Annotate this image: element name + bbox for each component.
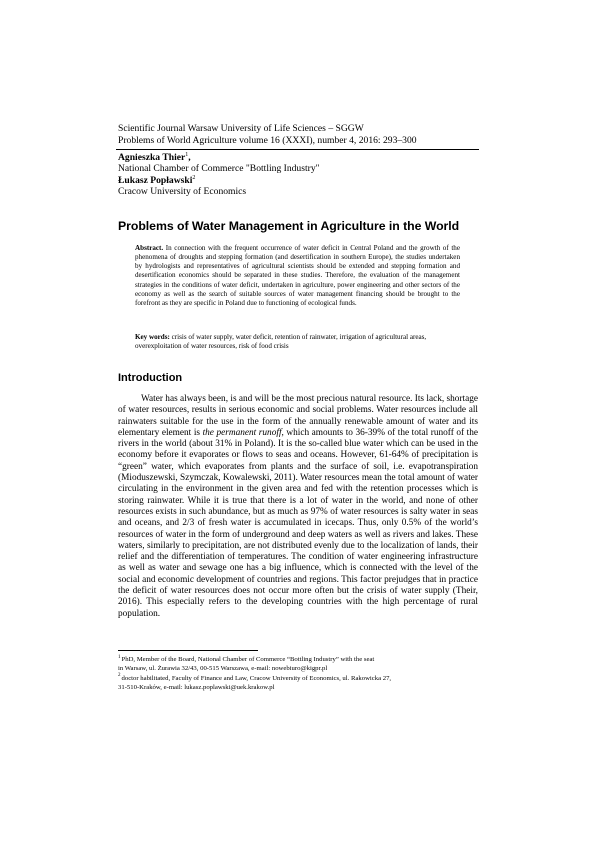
journal-issue: Problems of World Agriculture volume 16 (XXXI), number 4, 2016: 293–300 [118,134,417,146]
footnote-2-text: doctor habilitated, Faculty of Finance and Law, Cracow University of Economics, ul. Rakowicka 27, [121,674,392,682]
footnote-1-number: 1 [118,654,121,660]
abstract-label: Abstract. [135,244,164,252]
footnote-1-text-cont: in Warsaw, ul. Żurawia 32/43, 00-515 Warszawa, e-mail: nowebiuro@kigpr.pl [118,665,328,673]
author-1: Agnieszka Thier$^1$, [118,151,191,163]
footnote-divider [118,650,258,651]
footnote-1 [118,655,480,674]
author-1-footnote-ref: 1 [185,151,189,158]
footnotes [118,655,480,692]
keywords-text: crisis of water supply, water deficit, retention of rainwater, irrigation of agricultural areas, overexploitation of water resources, risk of food crisis [135,333,427,351]
author-block [118,152,478,198]
section-heading-introduction: Introduction [118,372,183,384]
author-2-affiliation: Cracow University of Economics [118,186,247,198]
author-1-name: Agnieszka Thier [118,152,186,163]
keywords [135,333,460,351]
journal-header [118,123,478,146]
intro-text-part1: Water has always been, is and will be the most precious natural resource. Its lack, shortage of water resources, results in serious economic and social problems. Water resources include all rainwaters suitable for the use in the form of the annually renewable amount of water and its elementary element is [118,394,478,438]
header-divider [116,149,479,150]
footnote-2-number: 2 [118,673,121,679]
introduction-paragraph [118,394,478,620]
author-2-name: Łukasz Popławski [118,174,193,186]
abstract [135,244,460,308]
footnote-2-text-cont: 31-510-Kraków, e-mail: lukasz.poplawski@uek.krakow.pl [118,683,275,691]
intro-emphasis: the permanent runoff [202,427,282,438]
author-2-footnote-ref: 2 [192,174,196,181]
author-2 [118,175,478,186]
footnote-2 [118,674,480,693]
footnote-1-text: PhD, Member of the Board, National Chamber of Commerce “Bottling Industry” with the seat [121,656,375,663]
journal-name: Scientific Journal Warsaw University of Life Sciences – SGGW [118,123,364,134]
paper-title: Problems of Water Management in Agriculture in the World [118,219,460,233]
author-1-affiliation: National Chamber of Commerce "Bottling Industry" [118,163,320,175]
abstract-text: In connection with the frequent occurrence of water deficit in Central Poland and the growth of the phenomena of droughts and stepping formation (and desertification in southern Europe), the studies undertaken by hydrologists and representatives of agricultural scientists should be extended and stepping formation and desertification economics should be separated in these studies. Therefore, the evaluation of the management strategies in the conditions of water deficit, undertaken in agriculture, power engineering and other sectors of the economy as well as the search of suitable sources of water management financing should be brought to the forefront as they are specific in Poland due to functioning of ecological funds. [135,244,460,307]
intro-text-part2: , which amounts to 36-39% of the total runoff of the rivers in the world (about 31% in Poland). It is the so-called blue water which can be used in the economy before it evaporates or flows to seas and oceans. However, 61-64% of precipitation is “green” water, which evaporates from plants and the surface of soil, i.e. evapotranspiration (Mioduszewski, Szymczak, Kowalewski, 2011). Water resources mean the total amount of water circulating in the environment in the given area and fed with the retention processes which is storing rainwater. While it is true that there is a lot of water in the world, and none of other resources exists in such abundance, but as much as 97% of water resources is salty water in seas and oceans, and 2/3 of fresh water is accumulated in icecaps. Thus, only 0.5% of the world’s resources of water in the form of underground and deep waters as well as rivers and lakes. These waters, similarly to precipitation, are not distributed evenly due to the localization of lands, their relief and the differentiation of temperatures. The condition of water engineering infrastructure as well as water and sewage one has a big influence, which is connected with the level of the social and economic development of countries and regions. This factor prejudges that in practice the deficit of water resources does not occur more often but the crisis of water supply (Their, 2016). This especially refers to the developing countries with the high percentage of rural population. [118,427,479,619]
keywords-label: Key words: [135,333,170,341]
